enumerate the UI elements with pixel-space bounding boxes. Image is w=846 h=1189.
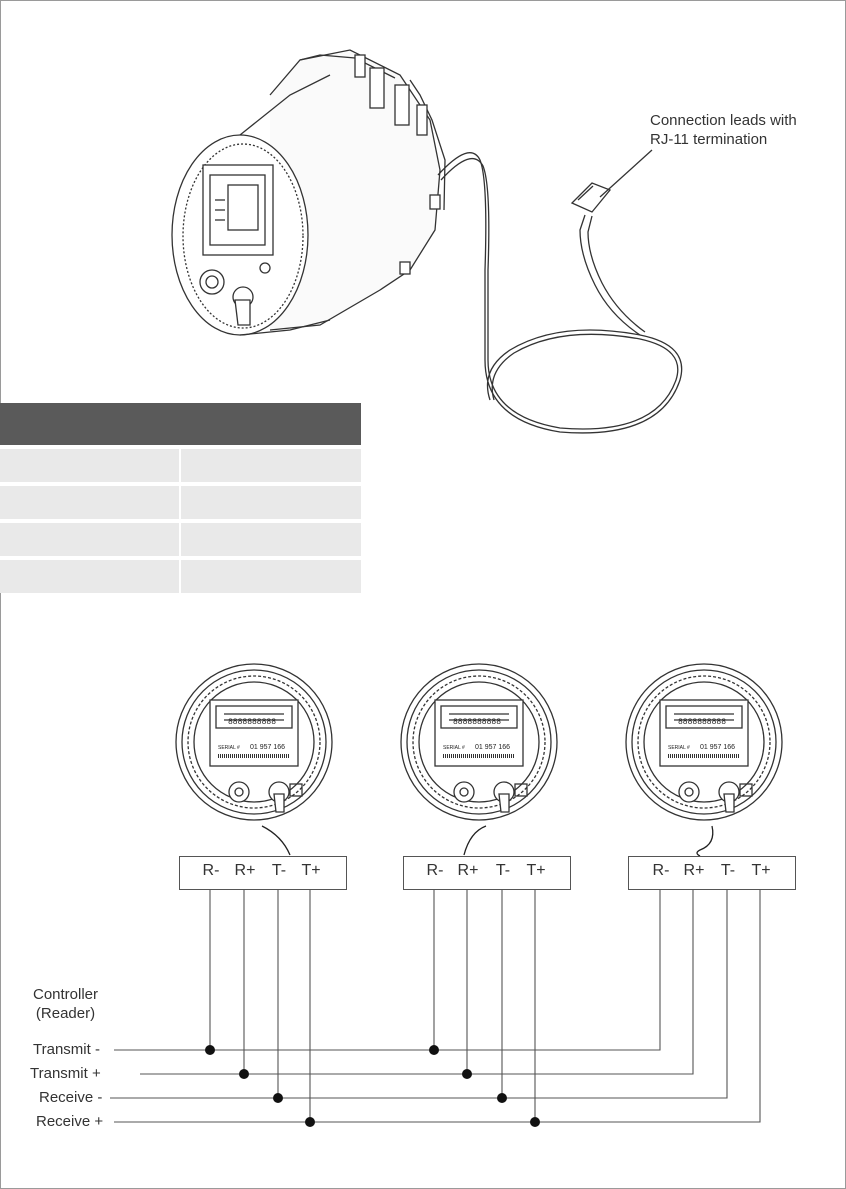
terminal-wires [110, 890, 760, 1122]
callout-line-1: Connection leads with [650, 112, 797, 129]
meter-2-serial: 01 957 166 [475, 744, 511, 751]
terminal-label: T- [271, 862, 287, 879]
meter-3-lcd: 8888888888 [678, 718, 727, 727]
terminal-label: T+ [301, 862, 321, 879]
meter-3-serial: 01 957 166 [700, 744, 736, 751]
meter-isometric-illustration [172, 50, 682, 433]
controller-line-2: (Reader) [35, 1005, 96, 1022]
terminal-block-2 [403, 856, 571, 890]
blank-table [0, 403, 361, 593]
terminal-block-3 [628, 856, 796, 890]
terminal-label: R- [426, 862, 444, 879]
junction-dots [205, 1045, 540, 1127]
table-row [0, 519, 361, 556]
table-row [0, 482, 361, 519]
callout-line-2: RJ-11 termination [650, 131, 768, 148]
meter-front-1 [176, 664, 332, 820]
signal-receive-plus: Receive + [36, 1113, 104, 1130]
terminal-label: R+ [457, 862, 479, 879]
terminal-label: R+ [234, 862, 256, 879]
controller-line-1: Controller [33, 986, 99, 1003]
signal-transmit-minus: Transmit - [33, 1041, 100, 1058]
signal-receive-minus: Receive - [39, 1089, 103, 1106]
meter-2-serial-prefix: SERIAL # [443, 745, 465, 751]
terminal-label: T- [495, 862, 511, 879]
controller-label [33, 985, 98, 1023]
meter-1-serial-prefix: SERIAL # [218, 745, 240, 751]
rj11-callout [650, 111, 797, 149]
terminal-label: R- [652, 862, 670, 879]
terminal-label: T+ [526, 862, 546, 879]
terminal-block-1 [179, 856, 347, 890]
meter-1-serial: 01 957 166 [250, 744, 286, 751]
meter-2-lcd: 8888888888 [453, 718, 502, 727]
terminal-label: R+ [683, 862, 705, 879]
table-row [0, 556, 361, 593]
meter-3-serial-prefix: SERIAL # [668, 745, 690, 751]
terminal-label: R- [202, 862, 220, 879]
terminal-label: T+ [751, 862, 771, 879]
table-header [0, 403, 361, 445]
terminal-label: T- [720, 862, 736, 879]
meter-1-lcd: 8888888888 [228, 718, 277, 727]
meter-front-3 [626, 664, 782, 820]
signal-transmit-plus: Transmit + [30, 1065, 101, 1082]
meter-leads [262, 826, 713, 856]
table-row [0, 445, 361, 482]
meter-front-2 [401, 664, 557, 820]
